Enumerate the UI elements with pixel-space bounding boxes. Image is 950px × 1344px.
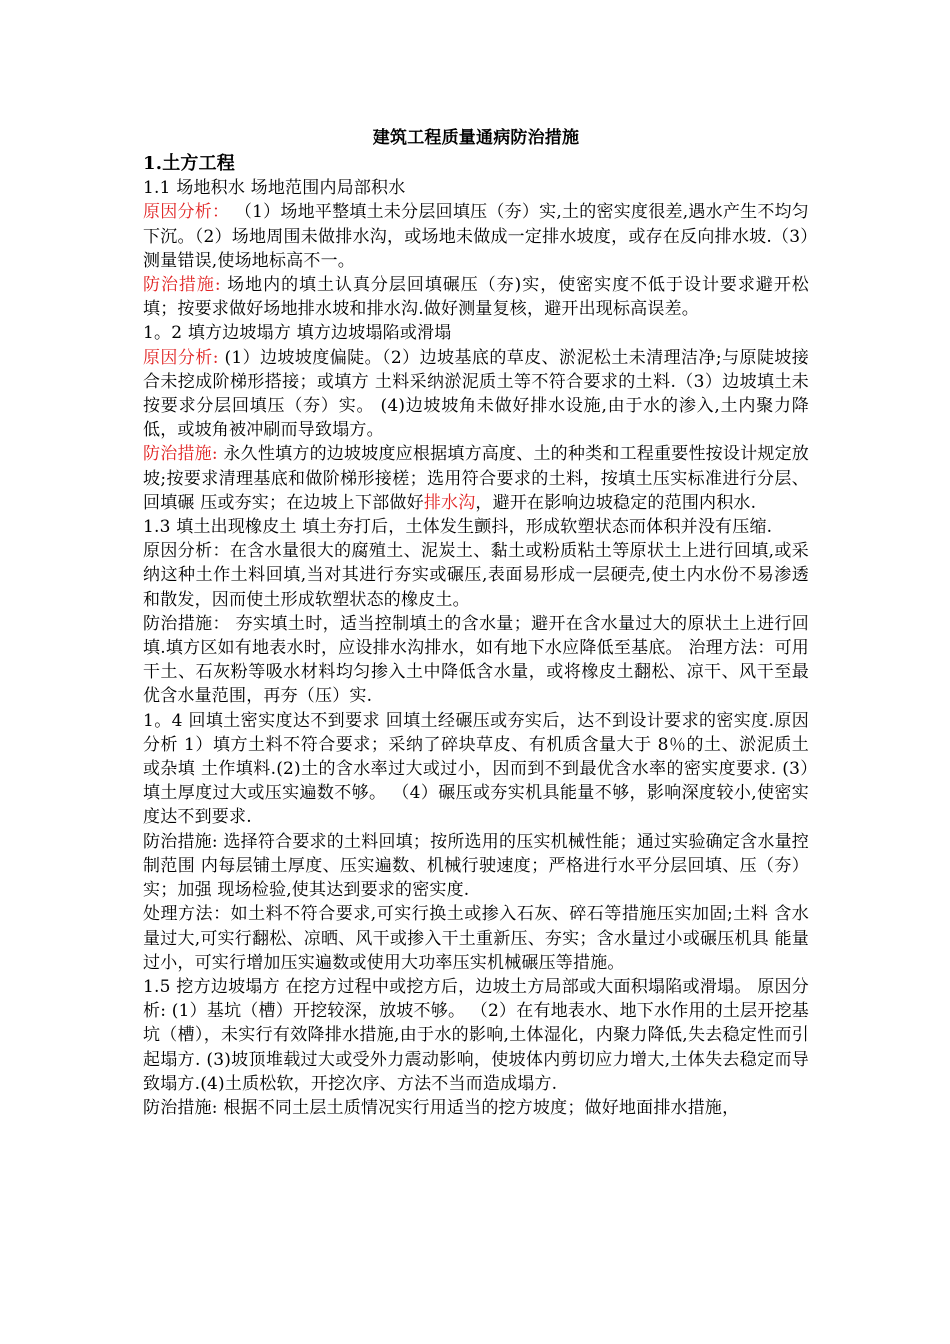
measure-text: 永久性填方的边坡坡度应根据填方高度、土的种类和工程重要性按设计规定放坡;按要求清理基底和做阶梯形接槎；选用符合要求的土料，按填土压实标准进行分层、回填碾 压或夯实；在边坡上下部做好 (143, 444, 809, 513)
measure-label: 防治措施: (143, 275, 221, 296)
subsection-title: 1.3 填土出现橡皮土 填土夯打后，土体发生颤抖，形成软塑状态而体积并没有压缩. (143, 517, 773, 538)
subsection-title: 1.1 场地积水 场地范围内局部积水 (143, 178, 406, 199)
highlighted-term: 排水沟 (423, 492, 476, 513)
measure-paragraph: 防治措施: 根据不同土层土质情况实行用适当的挖方坡度；做好地面排水措施， (143, 1097, 740, 1118)
measure-label: 防治措施: (143, 444, 218, 465)
cause-paragraph (143, 200, 809, 273)
document-page (143, 126, 809, 1120)
cause-label: 原因分析: (143, 347, 219, 368)
measure-paragraph: 防治措施： 夯实填土时，适当控制填土的含水量；避开在含水量过大的原状土上进行回填.填方区如有地表水时，应设排水沟排水，如有地下水应降低至基底。 治理方法：可用干土、石灰粉等吸水材料均匀掺入土中降低含水量，或将橡皮土翻松、凉干、风干至最优含水量范围，再夯（压）实. (143, 613, 809, 707)
cause-label: 原因分析： (143, 202, 230, 223)
cause-paragraph (143, 346, 809, 443)
measure-paragraph (143, 273, 809, 321)
cause-paragraph: 原因分析：在含水量很大的腐殖土、泥炭土、黏土或粉质粘土等原状土上进行回填,或采纳这种土作土料回填,当对其进行夯实或碾压,表面易形成一层硬壳,使土内水份不易渗透和散发，因而使土形成软塑状态的橡皮土。 (143, 541, 809, 610)
cause-text: (1）边坡坡度偏陡。（2）边坡基底的草皮、淤泥松土未清理洁净;与原陡坡接合未挖成阶梯形搭接；或填方 土料采纳淤泥质土等不符合要求的土料.（3）边坡填土未按要求分层回填压（夯）实。 (4)边坡坡角未做好排水设施,由于水的渗入,土内聚力降低，或坡角被冲刷而导致塌方。 (143, 347, 809, 441)
document-title: 建筑工程质量通病防治措施 (372, 128, 580, 148)
measure-paragraph (143, 442, 809, 515)
treatment-paragraph: 处理方法：如土料不符合要求,可实行换土或掺入石灰、碎石等措施压实加固;土料 含水量过大,可实行翻松、凉晒、风干或掺入干土重新压、夯实；含水量过小或碾压机具 能量过小，可实行增加压实遍数或使用大功率压实机械碾压等措施。 (143, 904, 809, 973)
subsection-title: 1。2 填方边坡塌方 填方边坡塌陷或滑塌 (143, 323, 452, 344)
cause-text: （1）场地平整填土未分层回填压（夯）实,土的密实度很差,遇水产生不均匀下沉。（2）场地周围未做排水沟，或场地未做成一定排水坡度，或存在反向排水坡.（3）测量错误,使场地标高不一。 (143, 202, 810, 271)
subsection-paragraph: 1.5 挖方边坡塌方 在挖方过程中或挖方后，边坡土方局部或大面积塌陷或滑塌。 原因分析: (1）基坑（槽）开挖较深，放坡不够。 （2）在有地表水、地下水作用的土层开挖基坑（槽），未实行有效降排水措施,由于水的影响,土体湿化，内聚力降低,失去稳定性而引起塌方. (3)坡顶堆载过大或受外力震动影响，使坡体内剪切应力增大,土体失去稳定而导致塌方.(4)土质松软，开挖次序、方法不当而造成塌方. (143, 976, 809, 1094)
measure-text: 场地内的填土认真分层回填碾压（夯)实，使密实度不低于设计要求避开松填；按要求做好场地排水坡和排水沟.做好测量复核，避开出现标高误差。 (143, 275, 809, 320)
measure-paragraph: 防治措施: 选择符合要求的土料回填；按所选用的压实机械性能；通过实验确定含水量控制范围 内每层铺土厚度、压实遍数、机械行驶速度；严格进行水平分层回填、压（夯）实；加强 现场检验,使其达到要求的密实度. (143, 831, 809, 901)
section-heading: 1.土方工程 (143, 153, 235, 174)
measure-text: ，避开在影响边坡稳定的范围内积水. (475, 492, 757, 513)
subsection-paragraph: 1。4 回填土密实度达不到要求 回填土经碾压或夯实后，达不到设计要求的密实度.原因分析 1）填方土料不符合要求；采纳了碎块草皮、有机质含量大于 8％的土、淤泥质土或杂填 土作填料.(2)土的含水率过大或过小，因而到不到最优含水率的密实度要求. (3）填土厚度过大或压实遍数不够。 （4）碾压或夯实机具能量不够，影响深度较小,使密实度达不到要求. (143, 710, 809, 828)
